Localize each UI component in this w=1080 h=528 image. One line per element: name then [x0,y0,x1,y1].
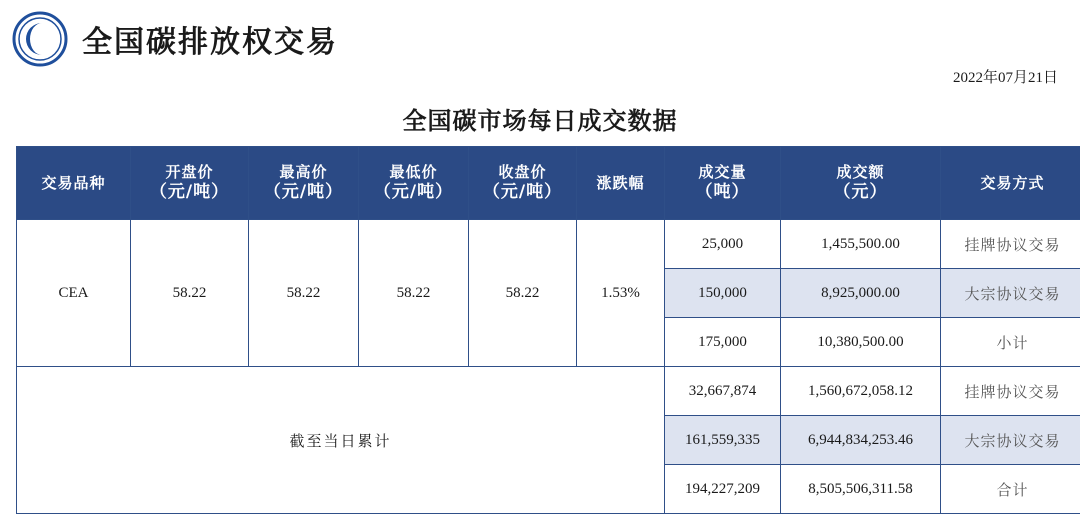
column-header-change: 涨跌幅 [577,147,665,220]
brand-title: 全国碳排放权交易 [82,25,338,60]
column-header-mode: 交易方式 [941,147,1080,220]
cell-open: 58.22 [131,220,249,367]
cell-amount: 1,455,500.00 [781,220,941,269]
cell-volume: 32,667,874 [665,367,781,416]
page-title: 全国碳市场每日成交数据 [402,106,678,135]
daily-trading-table [16,146,1080,514]
column-header-high: 最高价 （元/吨） [249,147,359,220]
cell-volume: 175,000 [665,318,781,367]
cell-product: CEA [17,220,131,367]
cell-low: 58.22 [359,220,469,367]
cell-mode: 大宗协议交易 [941,416,1080,465]
table-row [17,220,1080,269]
cell-high: 58.22 [249,220,359,367]
table-header-row [17,147,1080,220]
cell-amount: 6,944,834,253.46 [781,416,941,465]
cell-volume: 25,000 [665,220,781,269]
column-header-open: 开盘价 （元/吨） [131,147,249,220]
column-header-product: 交易品种 [17,147,131,220]
cell-amount: 8,505,506,311.58 [781,465,941,514]
page-header [0,0,1080,70]
cell-mode: 挂牌协议交易 [941,220,1080,269]
cell-volume: 161,559,335 [665,416,781,465]
cell-mode: 合计 [941,465,1080,514]
cell-cumulative-label: 截至当日累计 [17,367,665,514]
cell-amount: 1,560,672,058.12 [781,367,941,416]
table-container [0,146,1080,514]
table-row [17,367,1080,416]
cell-close: 58.22 [469,220,577,367]
column-header-low: 最低价 （元/吨） [359,147,469,220]
cell-mode: 大宗协议交易 [941,269,1080,318]
cell-mode: 挂牌协议交易 [941,367,1080,416]
cell-volume: 194,227,209 [665,465,781,514]
column-header-close: 收盘价 （元/吨） [469,147,577,220]
cell-change: 1.53% [577,220,665,367]
column-header-amount: 成交额 （元） [781,147,941,220]
cell-mode: 小计 [941,318,1080,367]
circular-emblem-icon [12,11,68,67]
cell-volume: 150,000 [665,269,781,318]
cell-amount: 10,380,500.00 [781,318,941,367]
report-date: 2022年07月21日 [952,70,1058,86]
column-header-volume: 成交量 （吨） [665,147,781,220]
cell-amount: 8,925,000.00 [781,269,941,318]
